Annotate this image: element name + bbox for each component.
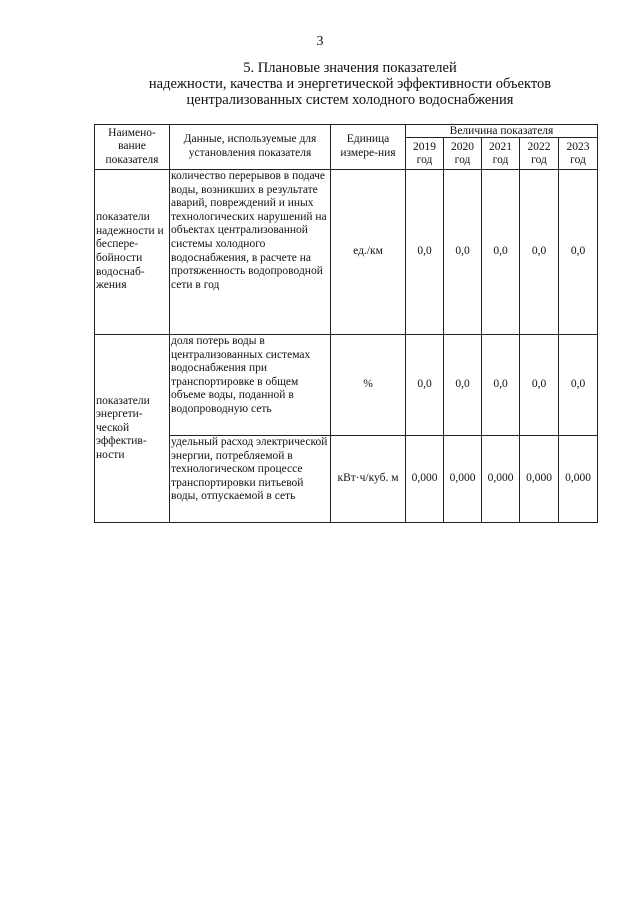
- title-line-3: централизованных систем холодного водоснабжения: [186, 92, 514, 108]
- indicator-data: количество перерывов в подаче воды, возникших в результате аварий, повреждений и иных технологических нарушений на объектах централизованной системы холодного водоснабжения, в расчете на протяженность водопроводной сети в год: [170, 170, 331, 335]
- value-cell: 0,0: [520, 170, 559, 335]
- value-cell: 0,0: [406, 335, 444, 436]
- unit-cell: кВт·ч/куб. м: [331, 436, 406, 523]
- value-cell: 0,0: [559, 335, 598, 436]
- table-row: [95, 335, 598, 436]
- header-data: Данные, используемые для установления показателя: [170, 125, 331, 170]
- unit-cell: ед./км: [331, 170, 406, 335]
- header-year: 2019 год: [406, 138, 444, 170]
- indicator-data: доля потерь воды в централизованных системах водоснабжения при транспортировке в общем объеме воды, поданной в водопроводную сеть: [170, 335, 331, 436]
- header-name: Наимено-вание показателя: [95, 125, 170, 170]
- value-cell: 0,0: [482, 170, 520, 335]
- indicator-name: показатели энергети-ческой эффектив-ности: [95, 335, 170, 523]
- indicators-table: [94, 124, 598, 523]
- value-cell: 0,0: [444, 170, 482, 335]
- value-cell: 0,0: [406, 170, 444, 335]
- indicator-name: показатели надежности и беспере-бойности водоснаб-жения: [95, 170, 170, 335]
- value-cell: 0,000: [482, 436, 520, 523]
- value-cell: 0,000: [406, 436, 444, 523]
- title-line-1: 5. Плановые значения показателей: [243, 60, 457, 76]
- unit-cell: %: [331, 335, 406, 436]
- value-cell: 0,0: [520, 335, 559, 436]
- header-year: 2021 год: [482, 138, 520, 170]
- page-number: 3: [316, 34, 324, 49]
- header-year: 2023 год: [559, 138, 598, 170]
- value-cell: 0,0: [482, 335, 520, 436]
- value-cell: 0,0: [444, 335, 482, 436]
- indicator-data: удельный расход электрической энергии, потребляемой в технологическом процессе транспортировки питьевой воды, отпускаемой в сеть: [170, 436, 331, 523]
- value-cell: 0,000: [559, 436, 598, 523]
- header-row: [95, 125, 598, 138]
- value-cell: 0,0: [559, 170, 598, 335]
- header-year: 2020 год: [444, 138, 482, 170]
- value-cell: 0,000: [444, 436, 482, 523]
- header-year: 2022 год: [520, 138, 559, 170]
- document-title: [60, 60, 640, 108]
- header-unit: Единица измере-ния: [331, 125, 406, 170]
- header-value-group: Величина показателя: [406, 125, 598, 138]
- table-row: [95, 436, 598, 523]
- table-row: [95, 170, 598, 335]
- title-line-2: надежности, качества и энергетической эффективности объектов: [148, 76, 552, 92]
- value-cell: 0,000: [520, 436, 559, 523]
